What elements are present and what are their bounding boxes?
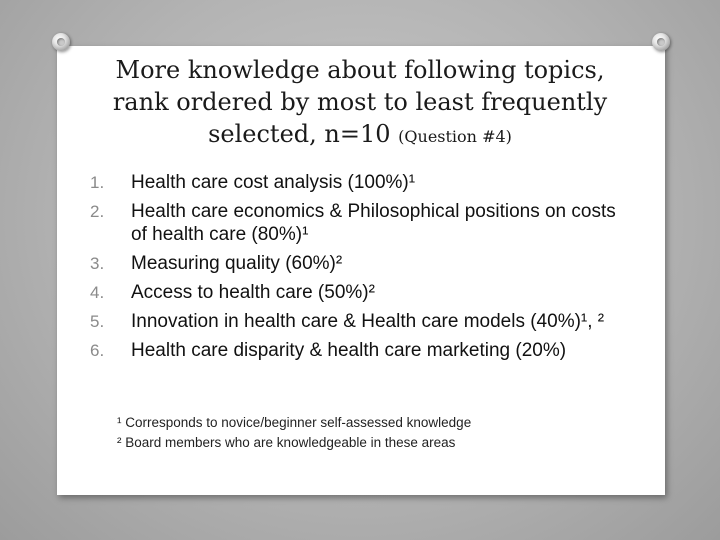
title-line-3-main: selected, n=10 — [208, 120, 391, 148]
list-number: 3. — [90, 254, 105, 273]
list-item — [90, 339, 620, 362]
title-line-3 — [70, 118, 650, 153]
list-number: 5. — [90, 312, 105, 331]
list-number: 2. — [90, 202, 105, 221]
list-item-text: Health care economics & Philosophical positions on costs of health care (80%)¹ — [131, 201, 616, 245]
slide-title — [70, 54, 650, 153]
list-item-text: Measuring quality (60%)² — [131, 253, 343, 274]
list-item — [90, 171, 620, 194]
title-line-1: More knowledge about following topics, — [115, 56, 605, 84]
list-item-text: Innovation in health care & Health care models (40%)¹, ² — [131, 311, 605, 332]
list-item — [90, 252, 620, 275]
list-number: 1. — [90, 173, 105, 192]
list-item-text: Health care cost analysis (100%)¹ — [131, 172, 416, 193]
list-number: 4. — [90, 283, 105, 302]
footnote-2: ² Board members who are knowledgeable in these areas — [117, 435, 456, 450]
pushpin-right-icon — [652, 33, 670, 51]
title-line-2: rank ordered by most to least frequently — [112, 88, 608, 116]
question-note: (Question #4) — [398, 127, 512, 146]
list-item-text: Access to health care (50%)² — [131, 282, 375, 303]
pushpin-left-icon — [52, 33, 70, 51]
footnotes — [117, 413, 617, 453]
list-number: 6. — [90, 341, 105, 360]
list-item — [90, 200, 620, 246]
list-item — [90, 310, 620, 333]
footnote-1: ¹ Corresponds to novice/beginner self-assessed knowledge — [117, 415, 472, 430]
list-item-text: Health care disparity & health care marketing (20%) — [131, 340, 567, 361]
topic-list — [90, 171, 620, 368]
list-item — [90, 281, 620, 304]
